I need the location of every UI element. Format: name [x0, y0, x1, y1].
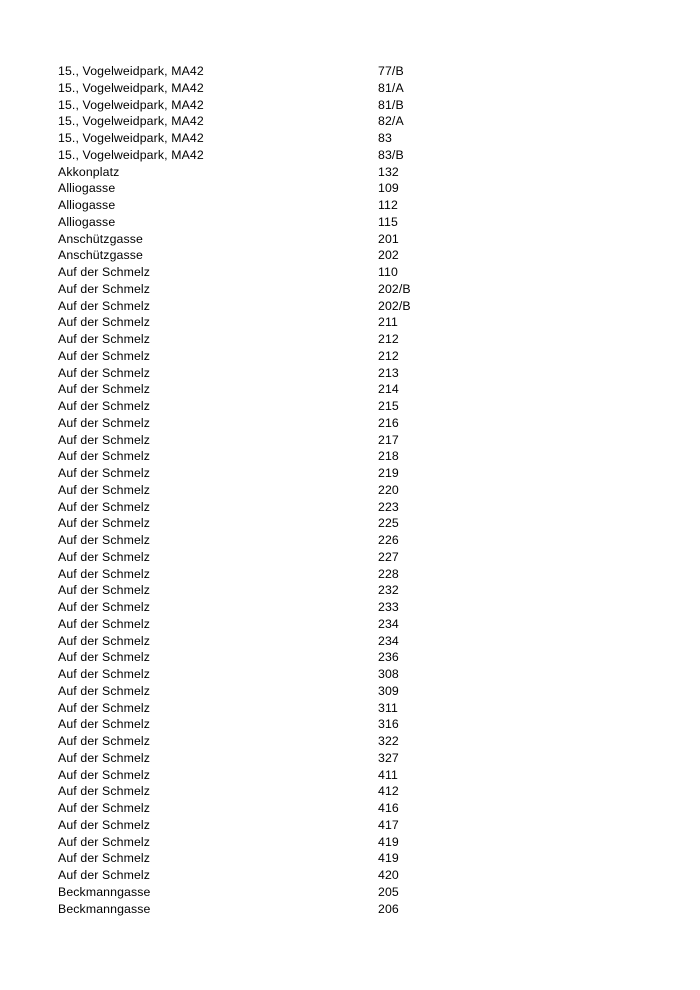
house-number: 212	[378, 348, 399, 363]
house-number: 420	[378, 868, 399, 882]
house-number: 419	[378, 834, 399, 849]
house-number: 227	[378, 549, 399, 564]
house-number: 217	[378, 432, 399, 447]
house-number: 82/A	[378, 114, 404, 129]
street-name: Auf der Schmelz	[58, 298, 151, 313]
street-name: Auf der Schmelz	[58, 449, 151, 464]
house-number: 311	[378, 700, 398, 715]
list-item	[58, 901, 618, 918]
house-number: 213	[378, 365, 399, 380]
house-number: 412	[378, 784, 399, 799]
street-name: Auf der Schmelz	[58, 600, 151, 614]
street-name: Auf der Schmelz	[58, 348, 151, 363]
house-number: 112	[378, 198, 398, 212]
list-item	[58, 666, 618, 683]
list-item	[58, 482, 618, 499]
list-item	[58, 63, 618, 80]
list-item	[58, 465, 618, 482]
house-number: 216	[378, 415, 399, 430]
list-item	[58, 432, 618, 449]
house-number: 110	[378, 265, 398, 279]
list-item	[58, 800, 618, 817]
list-item	[58, 365, 618, 382]
list-item	[58, 716, 618, 733]
street-name: 15., Vogelweidpark, MA42	[58, 131, 204, 145]
street-name: Auf der Schmelz	[58, 650, 151, 665]
list-item	[58, 700, 618, 717]
house-number: 308	[378, 667, 399, 681]
house-number: 115	[378, 214, 398, 229]
house-number: 234	[378, 633, 399, 648]
street-name: Auf der Schmelz	[58, 834, 151, 849]
list-item	[58, 113, 618, 130]
street-name: 15., Vogelweidpark, MA42	[58, 80, 204, 95]
street-name: Auf der Schmelz	[58, 516, 151, 531]
list-item	[58, 633, 618, 650]
street-name: Anschützgasse	[58, 231, 143, 246]
house-number: 83/B	[378, 147, 404, 162]
list-item	[58, 398, 618, 415]
list-item	[58, 180, 618, 197]
list-item	[58, 314, 618, 331]
house-number: 219	[378, 466, 399, 480]
house-number: 202/B	[378, 298, 411, 313]
street-name: Auf der Schmelz	[58, 399, 151, 413]
street-name: Auf der Schmelz	[58, 683, 151, 698]
house-number: 309	[378, 683, 399, 698]
street-name: Auf der Schmelz	[58, 717, 151, 732]
street-name: Alliogasse	[58, 198, 116, 212]
street-name: Auf der Schmelz	[58, 633, 151, 648]
house-number: 411	[378, 767, 398, 782]
house-number: 132	[378, 164, 399, 179]
list-item	[58, 532, 618, 549]
list-item	[58, 834, 618, 851]
house-number: 215	[378, 399, 399, 413]
house-number: 81/A	[378, 80, 404, 95]
street-name: Auf der Schmelz	[58, 281, 151, 296]
list-item	[58, 817, 618, 834]
house-number: 233	[378, 600, 399, 614]
street-name: Auf der Schmelz	[58, 265, 151, 279]
list-item	[58, 549, 618, 566]
street-name: 15., Vogelweidpark, MA42	[58, 64, 204, 78]
street-name: Auf der Schmelz	[58, 315, 151, 330]
list-item	[58, 515, 618, 532]
list-item	[58, 264, 618, 281]
list-item	[58, 867, 618, 884]
street-name: Auf der Schmelz	[58, 700, 151, 715]
street-name: Auf der Schmelz	[58, 616, 151, 631]
house-number: 77/B	[378, 64, 404, 78]
list-item	[58, 415, 618, 432]
house-number: 220	[378, 482, 399, 497]
house-number: 225	[378, 516, 399, 531]
street-name: Alliogasse	[58, 181, 116, 196]
street-name: Beckmanngasse	[58, 901, 151, 916]
house-number: 234	[378, 616, 399, 631]
house-number: 205	[378, 884, 399, 899]
street-name: Auf der Schmelz	[58, 583, 151, 598]
list-item	[58, 683, 618, 700]
street-name: Auf der Schmelz	[58, 365, 151, 380]
street-name: Auf der Schmelz	[58, 432, 151, 447]
street-name: Auf der Schmelz	[58, 566, 151, 581]
street-name: Auf der Schmelz	[58, 868, 151, 882]
street-name: Auf der Schmelz	[58, 533, 151, 547]
list-item	[58, 566, 618, 583]
street-name: Anschützgasse	[58, 248, 143, 263]
house-number: 109	[378, 181, 399, 196]
list-item	[58, 80, 618, 97]
street-name: Auf der Schmelz	[58, 817, 151, 832]
list-item	[58, 348, 618, 365]
street-name: Auf der Schmelz	[58, 332, 151, 346]
house-number: 202	[378, 248, 399, 263]
list-item	[58, 850, 618, 867]
address-list	[58, 63, 618, 917]
house-number: 419	[378, 851, 399, 866]
house-number: 201	[378, 231, 399, 246]
list-item	[58, 164, 618, 181]
list-item	[58, 147, 618, 164]
house-number: 223	[378, 499, 399, 514]
street-name: Auf der Schmelz	[58, 767, 151, 782]
list-item	[58, 884, 618, 901]
list-item	[58, 750, 618, 767]
house-number: 211	[378, 315, 398, 330]
list-item	[58, 231, 618, 248]
house-number: 232	[378, 583, 399, 598]
house-number: 416	[378, 801, 399, 815]
street-name: Auf der Schmelz	[58, 549, 151, 564]
street-name: Akkonplatz	[58, 164, 120, 179]
street-name: Auf der Schmelz	[58, 415, 151, 430]
house-number: 206	[378, 901, 399, 916]
street-name: 15., Vogelweidpark, MA42	[58, 114, 204, 129]
street-name: Auf der Schmelz	[58, 482, 151, 497]
list-item	[58, 733, 618, 750]
list-item	[58, 381, 618, 398]
street-name: Auf der Schmelz	[58, 667, 151, 681]
house-number: 417	[378, 817, 399, 832]
list-item	[58, 499, 618, 516]
list-item	[58, 214, 618, 231]
list-item	[58, 298, 618, 315]
street-name: Auf der Schmelz	[58, 851, 151, 866]
street-name: Auf der Schmelz	[58, 734, 151, 748]
house-number: 226	[378, 533, 399, 547]
list-item	[58, 247, 618, 264]
street-name: 15., Vogelweidpark, MA42	[58, 147, 204, 162]
house-number: 81/B	[378, 97, 404, 112]
list-item	[58, 767, 618, 784]
list-item	[58, 97, 618, 114]
list-item	[58, 649, 618, 666]
list-item	[58, 281, 618, 298]
list-item	[58, 448, 618, 465]
street-name: Auf der Schmelz	[58, 382, 151, 397]
house-number: 228	[378, 566, 399, 581]
house-number: 327	[378, 750, 399, 765]
list-item	[58, 616, 618, 633]
house-number: 316	[378, 717, 399, 732]
list-item	[58, 130, 618, 147]
street-name: Auf der Schmelz	[58, 784, 151, 799]
house-number: 202/B	[378, 281, 411, 296]
list-item	[58, 197, 618, 214]
street-name: Auf der Schmelz	[58, 750, 151, 765]
house-number: 212	[378, 332, 399, 346]
street-name: Auf der Schmelz	[58, 499, 151, 514]
list-item	[58, 783, 618, 800]
street-name: Auf der Schmelz	[58, 801, 151, 815]
street-name: Beckmanngasse	[58, 884, 151, 899]
street-name: Alliogasse	[58, 214, 116, 229]
list-item	[58, 599, 618, 616]
street-name: Auf der Schmelz	[58, 466, 151, 480]
house-number: 322	[378, 734, 399, 748]
list-item	[58, 582, 618, 599]
house-number: 83	[378, 131, 392, 145]
street-name: 15., Vogelweidpark, MA42	[58, 97, 204, 112]
house-number: 236	[378, 650, 399, 665]
list-item	[58, 331, 618, 348]
house-number: 218	[378, 449, 399, 464]
house-number: 214	[378, 382, 399, 397]
